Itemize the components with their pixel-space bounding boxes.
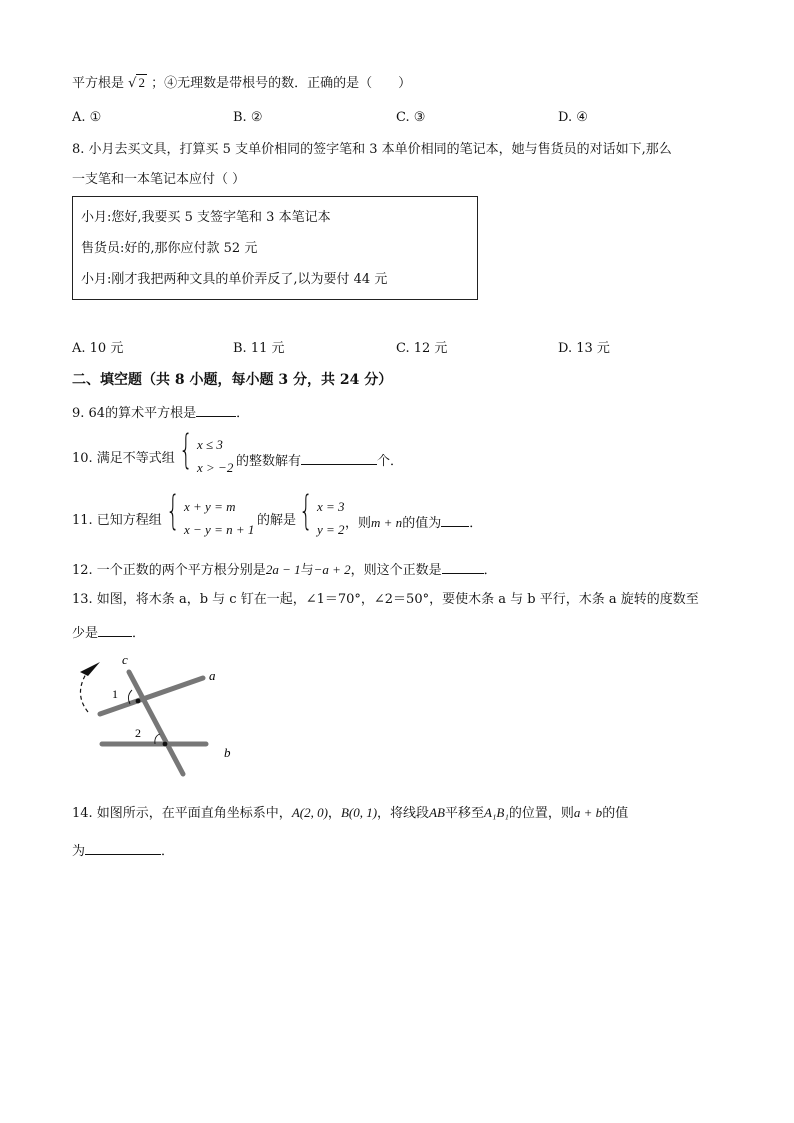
q8-line2: 一支笔和一本笔记本应付（ ） <box>72 172 246 187</box>
q14-seg2: A₁B₁ <box>483 805 509 820</box>
nail-2 <box>163 742 168 747</box>
q11-brace: { <box>166 488 180 534</box>
q11-sol-row-2: y = 2 <box>317 522 345 537</box>
q9-line <box>72 404 249 420</box>
q14-mid3: 的位置，则 <box>508 806 574 821</box>
q11-suffix: ，则 <box>345 516 372 531</box>
q14-answer-blank[interactable] <box>85 842 161 855</box>
q11-prefix: 11. 已知方程组 <box>72 513 162 528</box>
q12-line <box>72 561 497 577</box>
q7-option-c: C. ③ <box>396 110 426 125</box>
q11-after: 的值为 <box>402 516 442 531</box>
q7-option-d: D. ④ <box>558 110 588 125</box>
q10-suffix-line <box>236 452 403 468</box>
section-title: 二、填空题（共 8 小题，每小题 3 分，共 24 分） <box>72 372 393 388</box>
label-c: c <box>122 652 128 667</box>
q8-option-a: A. 10 元 <box>72 341 124 356</box>
q8-option-c: C. 12 元 <box>396 341 448 356</box>
q11-row-2: x − y = n + 1 <box>184 522 255 537</box>
q13-line2-text: 少是 <box>72 626 99 641</box>
q11-expr: m + n <box>371 515 403 530</box>
q12-expr1: 2a − 1 <box>265 562 301 577</box>
q14-prefix: 14. 如图所示，在平面直角坐标系中， <box>72 806 292 821</box>
q14-line2 <box>72 842 174 858</box>
q10-system <box>179 427 239 482</box>
q11-end: ． <box>469 516 483 531</box>
q7-option-a: A. ① <box>72 110 102 125</box>
q9-answer-blank[interactable] <box>196 404 236 417</box>
q7-text-before: 平方根是 <box>72 76 125 91</box>
q10-prefix: 10. 满足不等式组 <box>72 451 175 466</box>
q13-line1: 13. 如图，将木条 a，b 与 c 钉在一起，∠1＝70°，∠2＝50°，要使木条 a 与 b 平行，木条 a 旋转的度数至 <box>72 592 699 607</box>
q14-point-b: B(0, 1) <box>340 805 378 820</box>
sqrt-arg: 2 <box>138 75 145 90</box>
q14-after: 的值 <box>602 806 629 821</box>
q12-end: ． <box>483 563 497 578</box>
rotation-arrow-head <box>80 662 100 676</box>
q14-mid2: 平移至 <box>444 806 484 821</box>
dialog-box <box>72 196 478 300</box>
q12-prefix: 12. 一个正数的两个平方根分别是 <box>72 563 266 578</box>
dialog-line-2: 售货员:好的,那你应付款 52 元 <box>81 241 258 256</box>
q13-figure <box>66 652 246 782</box>
q8-option-b: B. 11 元 <box>233 341 285 356</box>
q11-row-1: x + y = m <box>184 499 236 514</box>
q14-sep: ， <box>327 806 341 821</box>
q13-end: ． <box>132 626 146 641</box>
sqrt-symbol: √ <box>128 76 137 91</box>
q13-line2 <box>72 624 145 640</box>
q14-point-a: A(2, 0) <box>291 805 328 820</box>
q13-answer-blank[interactable] <box>98 624 132 637</box>
q11-mid: 的解是 <box>257 513 297 528</box>
dialog-line-1: 小月:您好,我要买 5 支签字笔和 3 本笔记本 <box>81 210 331 225</box>
nail-1 <box>136 699 141 704</box>
q14-line1 <box>72 806 628 820</box>
label-angle-2: 2 <box>135 726 141 740</box>
q12-with: 与 <box>300 563 314 578</box>
dialog-line-3: 小月:刚才我把两种文具的单价弄反了,以为要付 44 元 <box>81 272 388 287</box>
q11-solution-brace: { <box>299 488 313 534</box>
q10-suffix: 的整数解有 <box>236 454 302 469</box>
q7-text-after: ；④无理数是带根号的数．正确的是（ ） <box>151 76 412 91</box>
q14-line2-text: 为 <box>72 844 86 859</box>
q7-option-b: B. ② <box>233 110 263 125</box>
q7-tail-line <box>72 76 411 90</box>
q9-end: ． <box>236 406 250 421</box>
q14-end: ． <box>161 844 175 859</box>
q8-option-d: D. 13 元 <box>558 341 610 356</box>
q10-end: 个． <box>377 454 404 469</box>
q11-solution <box>299 488 345 543</box>
label-a: a <box>209 668 216 683</box>
q10-row-1: x ≤ 3 <box>197 437 223 452</box>
q10-brace: { <box>179 427 193 473</box>
q11-sol-row-1: x = 3 <box>317 499 345 514</box>
q12-expr2: −a + 2 <box>313 562 351 577</box>
q11-system <box>166 488 262 543</box>
q14-mid: ，将线段 <box>377 806 430 821</box>
q11-answer-blank[interactable] <box>441 514 469 527</box>
q8-line1: 8. 小月去买文具，打算买 5 支单价相同的签字笔和 3 本单价相同的笔记本，她与售货员的对话如下,那么 <box>72 142 672 157</box>
q11-tail <box>345 514 482 530</box>
label-angle-1: 1 <box>112 687 118 701</box>
q10-answer-blank[interactable] <box>301 452 377 465</box>
q12-suffix: ，则这个正数是 <box>350 563 442 578</box>
q14-seg: AB <box>429 805 445 820</box>
label-b: b <box>224 745 231 760</box>
q12-answer-blank[interactable] <box>442 561 484 574</box>
q10-row-2: x > −2 <box>197 460 234 475</box>
q14-expr: a + b <box>573 805 603 820</box>
q9-text: 9. 64的算术平方根是 <box>72 406 197 421</box>
